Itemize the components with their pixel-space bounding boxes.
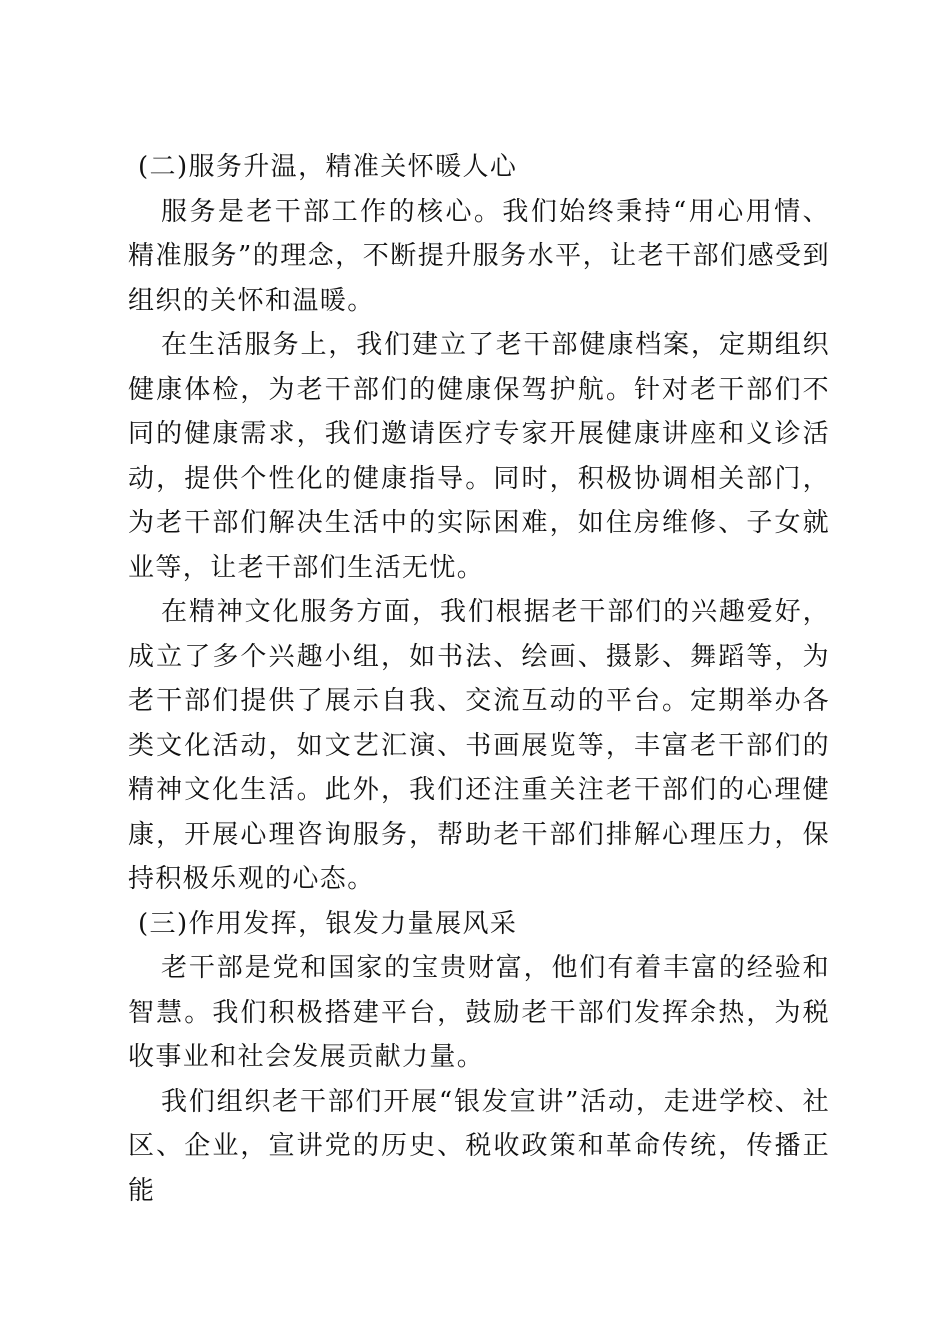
- paragraph-veteran-wealth: 老干部是党和国家的宝贵财富，他们有着丰富的经验和智慧。我们积极搭建平台，鼓励老干部们发挥余热，为税收事业和社会发展贡献力量。: [128, 953, 830, 1072]
- paragraph-culture-service: 在精神文化服务方面，我们根据老干部们的兴趣爱好，成立了多个兴趣小组，如书法、绘画、摄影、舞蹈等，为老干部们提供了展示自我、交流互动的平台。定期举办各类文化活动，如文艺汇演、书画展览等，丰富老干部们的精神文化生活。此外，我们还注重关注老干部们的心理健康，开展心理咨询服务，帮助老干部们排解心理压力，保持积极乐观的心态。: [128, 597, 830, 894]
- paragraph-life-service: 在生活服务上，我们建立了老干部健康档案，定期组织健康体检，为老干部们的健康保驾护航。针对老干部们不同的健康需求，我们邀请医疗专家开展健康讲座和义诊活动，提供个性化的健康指导。同时，积极协调相关部门，为老干部们解决生活中的实际困难，如住房维修、子女就业等，让老干部们生活无忧。: [128, 330, 830, 583]
- paragraph-silver-lecture: 我们组织老干部们开展“银发宣讲”活动，走进学校、社区、企业，宣讲党的历史、税收政策和革命传统，传播正能: [128, 1086, 830, 1206]
- paragraph-service-core: 服务是老干部工作的核心。我们始终秉持“用心用情、精准服务”的理念，不断提升服务水平，让老干部们感受到组织的关怀和温暖。: [128, 196, 830, 316]
- document-body: [128, 145, 830, 1213]
- section-heading-3: (三)作用发挥，银发力量展风采: [138, 908, 518, 939]
- section-heading-2: (二)服务升温，精准关怀暖人心: [138, 152, 518, 182]
